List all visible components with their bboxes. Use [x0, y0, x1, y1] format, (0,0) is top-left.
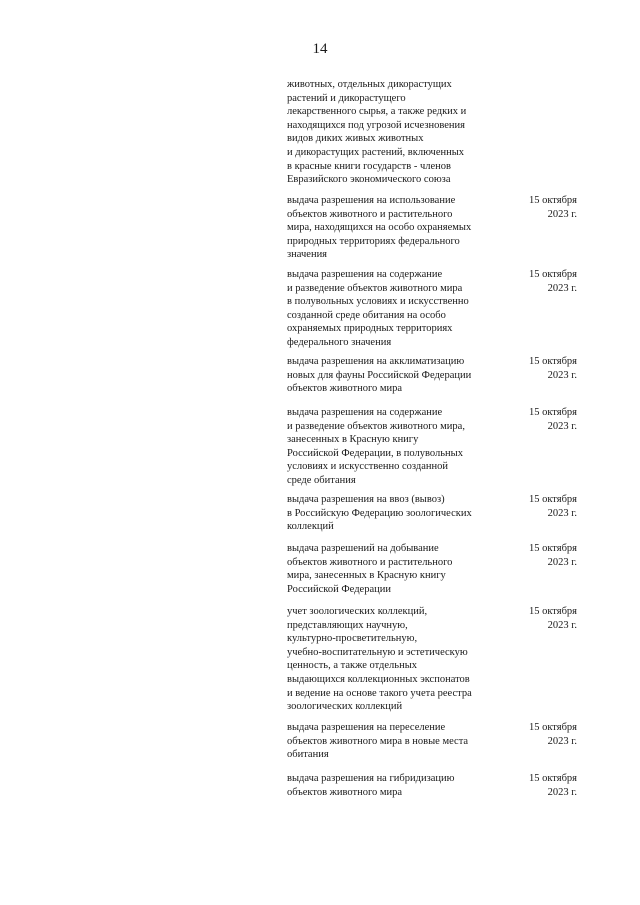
service-description: [287, 355, 499, 396]
table-row: [287, 355, 577, 396]
date-line: 2023 г.: [547, 208, 577, 220]
description-line: объектов животного мира: [287, 786, 403, 798]
date-line: 15 октября: [528, 606, 577, 617]
description-line: растений и дикорастущего: [287, 92, 406, 104]
description-line: мира, находящихся на особо охраняемых: [287, 222, 472, 234]
service-description: [287, 268, 499, 350]
table-row: [287, 406, 577, 488]
description-line: и разведение объектов животного мира: [287, 282, 463, 294]
service-description: [287, 78, 499, 187]
deadline-date: [507, 493, 577, 520]
date-line: 2023 г.: [547, 556, 577, 568]
description-line: выдача разрешения на гибридизацию: [287, 773, 455, 784]
description-line: в красные книги государств - членов: [287, 160, 451, 172]
description-line: зоологических коллекций: [287, 701, 403, 713]
deadline-date: [507, 721, 577, 748]
description-line: лекарственного сырья, а также редких и: [287, 106, 467, 118]
description-line: ценность, а также отдельных: [287, 660, 417, 672]
date-line: 2023 г.: [547, 369, 577, 381]
description-line: созданной среде обитания на особо: [287, 309, 446, 321]
description-line: выдача разрешения на содержание: [287, 269, 443, 280]
description-line: представляющих научную,: [287, 619, 408, 631]
date-line: 15 октября: [528, 722, 577, 733]
table-row: [287, 194, 577, 262]
description-line: и ведение на основе такого учета реестра: [287, 687, 472, 699]
date-line: 15 октября: [528, 269, 577, 280]
service-description: [287, 721, 499, 762]
description-line: объектов животного мира в новые места: [287, 735, 469, 747]
description-line: и разведение объектов животного мира,: [287, 420, 465, 432]
date-line: 2023 г.: [547, 735, 577, 747]
table-row: [287, 268, 577, 350]
date-line: 15 октября: [528, 543, 577, 554]
description-line: обитания: [287, 749, 329, 761]
page-number: 14: [312, 41, 328, 57]
date-line: 2023 г.: [547, 507, 577, 519]
date-line: 2023 г.: [547, 786, 577, 798]
description-line: видов диких живых животных: [287, 133, 424, 145]
description-line: новых для фауны Российской Федерации: [287, 369, 472, 381]
description-line: среде обитания: [287, 474, 356, 486]
description-line: учебно-воспитательную и эстетическую: [287, 646, 468, 658]
table-row: [287, 493, 577, 534]
description-line: в полувольных условиях и искусственно: [287, 296, 469, 308]
description-line: Российской Федерации: [287, 583, 391, 595]
description-line: коллекций: [287, 521, 334, 533]
description-line: выдача разрешения на использование: [287, 195, 456, 206]
description-line: значения: [287, 249, 328, 261]
service-description: [287, 194, 499, 262]
service-description: [287, 493, 499, 534]
table-row: [287, 605, 577, 714]
description-line: выдача разрешения на акклиматизацию: [287, 356, 465, 367]
table-row: [287, 721, 577, 762]
table-row: [287, 78, 577, 187]
description-line: выдающихся коллекционных экспонатов: [287, 673, 470, 685]
service-description: [287, 605, 499, 714]
description-line: выдача разрешения на переселение: [287, 722, 446, 733]
table-row: [287, 542, 577, 596]
description-line: находящихся под угрозой исчезновения: [287, 119, 465, 131]
description-line: объектов животного и растительного: [287, 556, 453, 568]
description-line: животных, отдельных дикорастущих: [287, 79, 452, 90]
description-line: и дикорастущих растений, включенных: [287, 146, 465, 158]
date-line: 15 октября: [528, 494, 577, 505]
description-line: Евразийского экономического союза: [287, 174, 451, 186]
deadline-date: [507, 542, 577, 569]
deadline-date: [507, 194, 577, 221]
date-line: 2023 г.: [547, 619, 577, 631]
date-line: 15 октября: [528, 773, 577, 784]
description-line: федерального значения: [287, 336, 392, 348]
description-line: выдача разрешений на добывание: [287, 543, 439, 554]
description-line: Российской Федерации, в полувольных: [287, 447, 463, 459]
date-line: 2023 г.: [547, 282, 577, 294]
date-line: 15 октября: [528, 407, 577, 418]
description-line: учет зоологических коллекций,: [287, 606, 428, 617]
description-line: мира, занесенных в Красную книгу: [287, 570, 446, 582]
description-line: занесенных в Красную книгу: [287, 434, 419, 446]
description-line: культурно-просветительную,: [287, 633, 418, 645]
table-row: [287, 772, 577, 799]
description-line: объектов животного и растительного: [287, 208, 453, 220]
description-line: в Российскую Федерацию зоологических: [287, 507, 472, 519]
date-line: 15 октября: [528, 356, 577, 367]
description-line: выдача разрешения на ввоз (вывоз): [287, 494, 445, 505]
description-line: условиях и искусственно созданной: [287, 461, 448, 473]
service-description: [287, 542, 499, 596]
deadline-date: [507, 355, 577, 382]
description-line: природных территориях федерального: [287, 235, 460, 247]
description-line: объектов животного мира: [287, 383, 403, 395]
description-line: выдача разрешения на содержание: [287, 407, 443, 418]
service-description: [287, 406, 499, 488]
deadline-date: [507, 605, 577, 632]
deadline-date: [507, 406, 577, 433]
service-description: [287, 772, 499, 799]
deadline-date: [507, 772, 577, 799]
date-line: 2023 г.: [547, 420, 577, 432]
deadline-date: [507, 268, 577, 295]
description-line: охраняемых природных территориях: [287, 323, 453, 335]
date-line: 15 октября: [528, 195, 577, 206]
